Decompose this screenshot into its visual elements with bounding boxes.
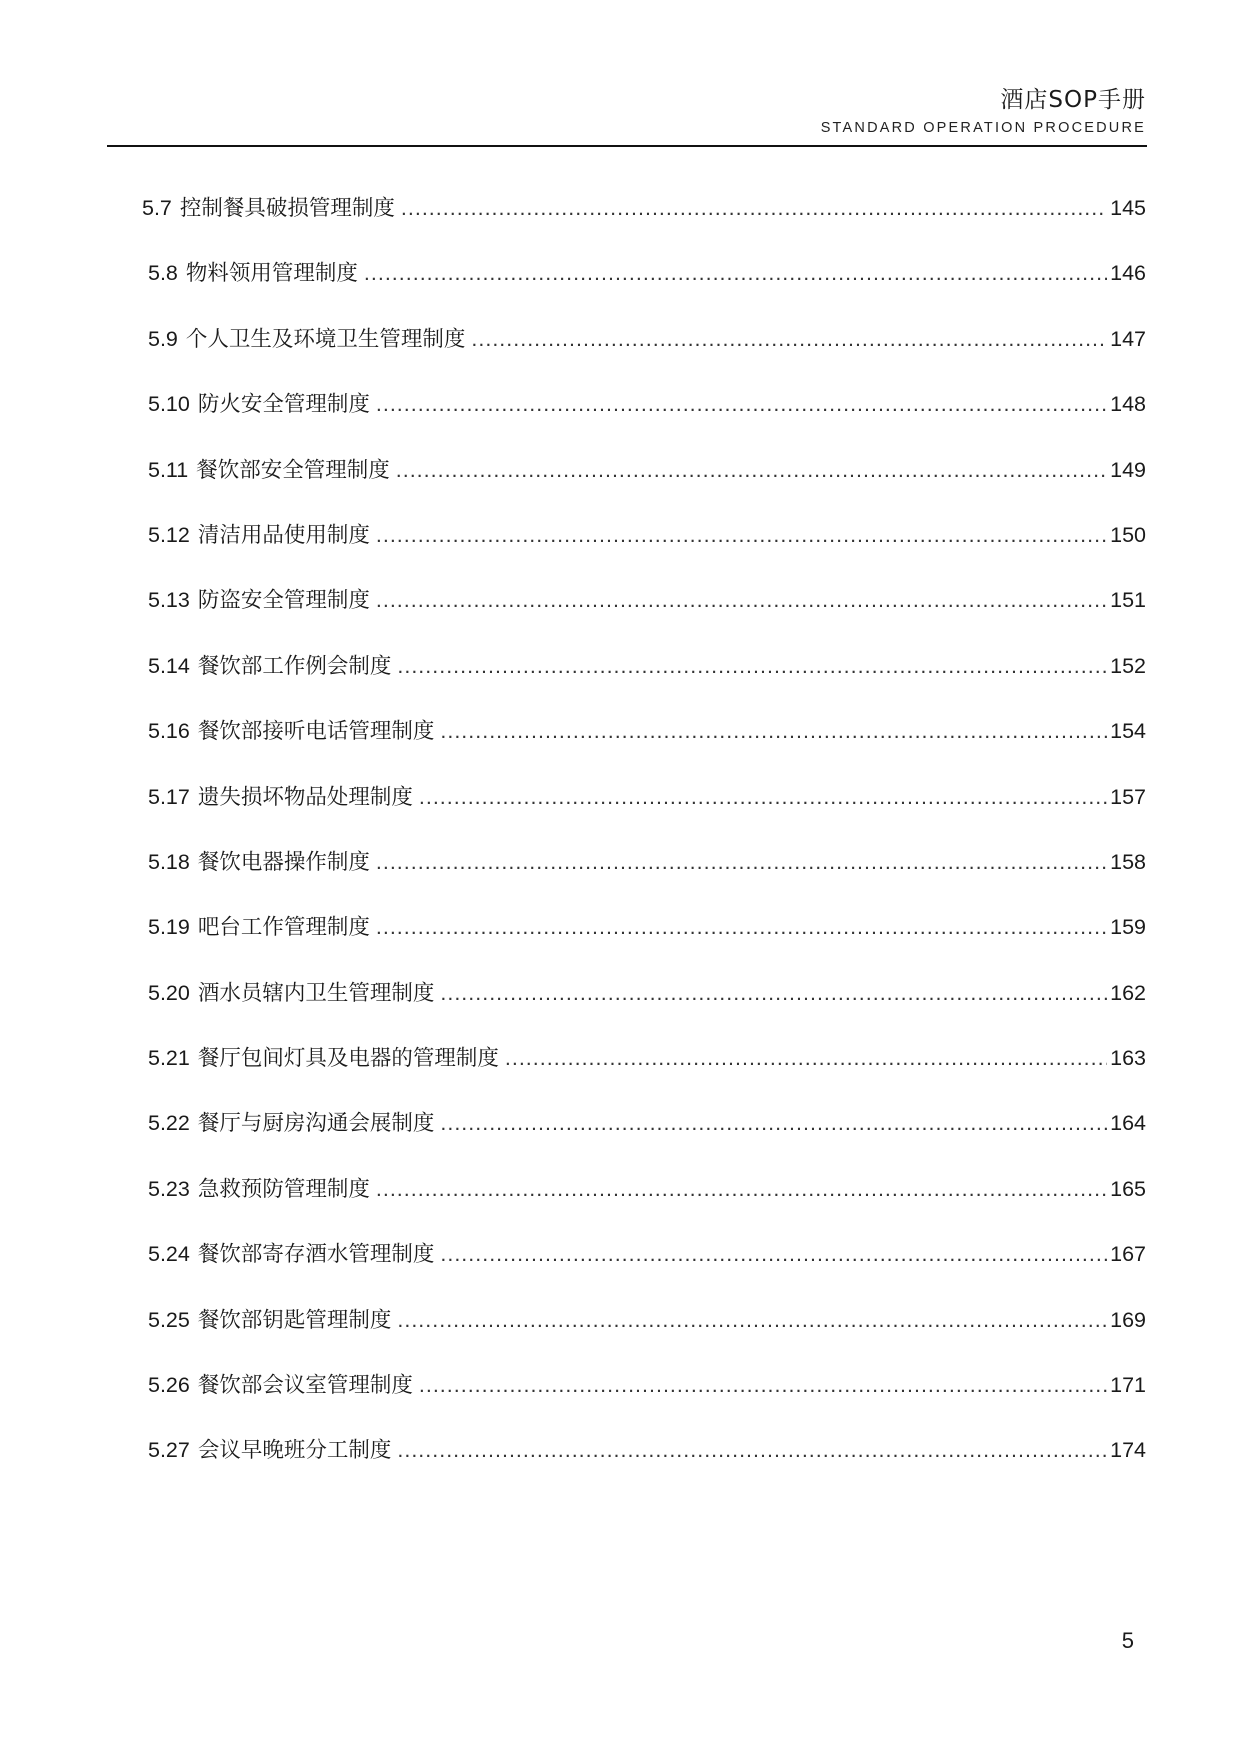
- toc-entry-number: 5.17: [148, 784, 190, 809]
- toc-entry[interactable]: [148, 258, 1146, 323]
- toc-entry-number: 5.19: [148, 915, 190, 940]
- toc-entry-page: 167: [1110, 1242, 1146, 1267]
- toc-entry-title: 会议早晚班分工制度: [197, 1438, 392, 1464]
- toc-entry-title: 餐饮部工作例会制度: [197, 653, 392, 679]
- toc-entry-title: 遗失损坏物品处理制度: [197, 784, 413, 810]
- header-subtitle: STANDARD OPERATION PROCEDURE: [820, 120, 1146, 136]
- toc-entry-number: 5.12: [148, 522, 190, 547]
- toc-entry-number: 5.21: [148, 1046, 190, 1071]
- toc-dot-leader: [397, 651, 1107, 681]
- toc-entry-title: 餐饮部寄存酒水管理制度: [197, 1242, 435, 1268]
- toc-entry[interactable]: [148, 847, 1146, 912]
- header-divider: [107, 145, 1147, 147]
- toc-dot-leader: [440, 1108, 1107, 1138]
- toc-entry[interactable]: [148, 389, 1146, 454]
- toc-entry-title: 物料领用管理制度: [185, 261, 358, 287]
- toc-entry-number: 5.27: [148, 1438, 190, 1463]
- toc-dot-leader: [376, 520, 1107, 550]
- toc-entry[interactable]: [148, 912, 1146, 977]
- toc-entry-page: 165: [1110, 1176, 1146, 1201]
- toc-entry-page: 145: [1110, 196, 1146, 220]
- toc-dot-leader: [396, 455, 1107, 485]
- toc-entry-number: 5.7: [142, 196, 172, 220]
- toc-dot-leader: [440, 1239, 1107, 1269]
- toc-dot-leader: [397, 1435, 1107, 1465]
- toc-entry-title: 急救预防管理制度: [197, 1176, 370, 1202]
- toc-entry-title: 餐饮部钥匙管理制度: [197, 1307, 392, 1333]
- toc-entry[interactable]: [148, 1435, 1146, 1500]
- page-header: [821, 86, 1146, 136]
- toc-entry-number: 5.14: [148, 653, 190, 678]
- toc-dot-leader: [376, 389, 1107, 419]
- toc-entry[interactable]: [148, 520, 1146, 585]
- toc-entry-page: 163: [1110, 1046, 1146, 1071]
- toc-entry[interactable]: [148, 324, 1146, 389]
- toc-entry-number: 5.9: [148, 326, 178, 351]
- toc-entry-number: 5.22: [148, 1111, 190, 1136]
- toc-entry-number: 5.16: [148, 719, 190, 744]
- toc-entry-page: 151: [1110, 588, 1146, 613]
- toc-entry-page: 147: [1110, 326, 1146, 351]
- toc-entry-number: 5.20: [148, 980, 190, 1005]
- toc-dot-leader: [471, 324, 1107, 354]
- toc-entry-title: 餐饮部安全管理制度: [196, 457, 390, 483]
- toc-entry[interactable]: [148, 455, 1146, 520]
- toc-entry[interactable]: [148, 1174, 1146, 1239]
- toc-entry[interactable]: [148, 978, 1146, 1043]
- toc-entry-title: 餐饮电器操作制度: [197, 849, 370, 875]
- toc-entry[interactable]: [148, 716, 1146, 781]
- toc-dot-leader: [505, 1043, 1107, 1073]
- toc-entry[interactable]: [148, 1305, 1146, 1370]
- toc-entry-title: 餐厅与厨房沟通会展制度: [197, 1111, 435, 1137]
- toc-entry-page: 162: [1110, 980, 1146, 1005]
- toc-entry-number: 5.24: [148, 1242, 190, 1267]
- toc-entry-number: 5.18: [148, 849, 190, 874]
- toc-entry[interactable]: [148, 1108, 1146, 1173]
- toc-dot-leader: [419, 782, 1107, 812]
- toc-entry[interactable]: [148, 782, 1146, 847]
- toc-entry-number: 5.11: [148, 457, 189, 482]
- table-of-contents: [142, 193, 1146, 1501]
- toc-entry-number: 5.26: [148, 1373, 190, 1398]
- toc-dot-leader: [419, 1370, 1107, 1400]
- toc-entry-title: 防火安全管理制度: [197, 392, 370, 418]
- toc-entry-title: 酒水员辖内卫生管理制度: [197, 980, 435, 1006]
- toc-entry-page: 154: [1110, 719, 1146, 744]
- toc-dot-leader: [440, 716, 1107, 746]
- toc-dot-leader: [440, 978, 1107, 1008]
- toc-entry-page: 149: [1110, 457, 1146, 482]
- toc-entry-page: 174: [1110, 1438, 1146, 1463]
- toc-dot-leader: [376, 912, 1107, 942]
- toc-entry[interactable]: [148, 1043, 1146, 1108]
- toc-entry-number: 5.10: [148, 392, 190, 417]
- toc-entry-page: 171: [1110, 1373, 1146, 1398]
- toc-dot-leader: [376, 1174, 1107, 1204]
- toc-dot-leader: [376, 847, 1107, 877]
- header-title: 酒店SOP手册: [1000, 87, 1146, 113]
- toc-entry-title: 餐饮部接听电话管理制度: [197, 719, 435, 745]
- toc-entry-number: 5.23: [148, 1176, 190, 1201]
- page-number: 5: [1121, 1628, 1134, 1653]
- toc-entry[interactable]: [148, 1239, 1146, 1304]
- toc-dot-leader: [401, 193, 1107, 223]
- toc-entry-title: 餐饮部会议室管理制度: [197, 1373, 413, 1399]
- toc-entry-page: 157: [1110, 784, 1146, 809]
- toc-entry-page: 169: [1110, 1307, 1146, 1332]
- toc-dot-leader: [397, 1305, 1107, 1335]
- toc-entry-title: 吧台工作管理制度: [197, 915, 370, 941]
- toc-entry-page: 148: [1110, 392, 1146, 417]
- toc-entry[interactable]: [142, 193, 1146, 258]
- toc-entry-page: 150: [1110, 522, 1146, 547]
- toc-entry-number: 5.25: [148, 1307, 190, 1332]
- toc-dot-leader: [364, 258, 1107, 288]
- toc-entry-title: 个人卫生及环境卫生管理制度: [185, 326, 466, 352]
- toc-entry-page: 159: [1110, 915, 1146, 940]
- toc-entry-title: 控制餐具破损管理制度: [179, 196, 395, 221]
- toc-entry-number: 5.13: [148, 588, 190, 613]
- toc-entry-page: 146: [1110, 261, 1146, 286]
- toc-entry-number: 5.8: [148, 261, 178, 286]
- toc-entry[interactable]: [148, 1370, 1146, 1435]
- toc-dot-leader: [376, 585, 1107, 615]
- toc-entry-page: 152: [1110, 653, 1146, 678]
- toc-entry-title: 餐厅包间灯具及电器的管理制度: [197, 1046, 499, 1072]
- toc-entry[interactable]: [148, 651, 1146, 716]
- toc-entry-title: 清洁用品使用制度: [197, 522, 370, 548]
- toc-entry-page: 158: [1110, 849, 1146, 874]
- toc-entry[interactable]: [148, 585, 1146, 650]
- toc-entry-title: 防盗安全管理制度: [197, 588, 370, 614]
- toc-entry-page: 164: [1110, 1111, 1146, 1136]
